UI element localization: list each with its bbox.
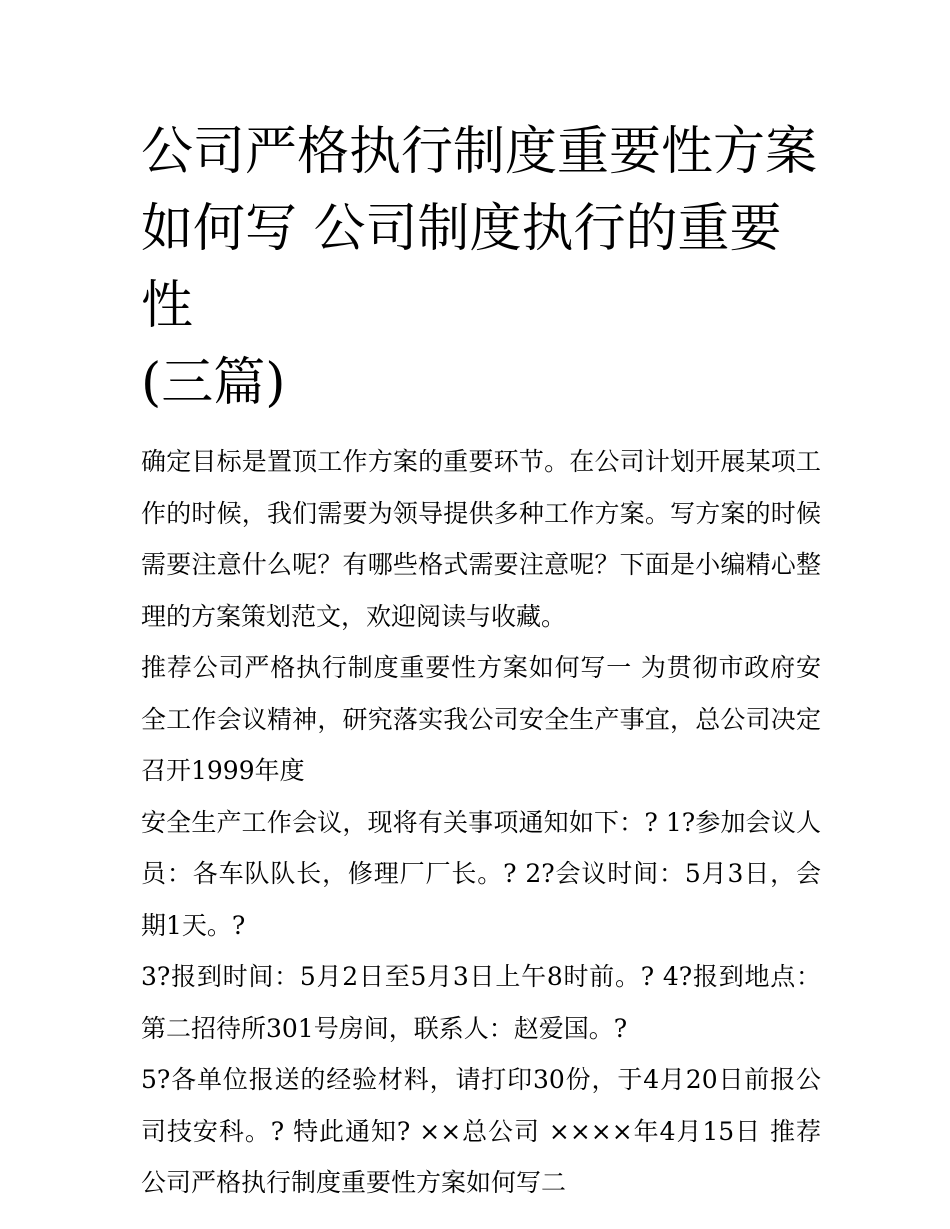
body-paragraph-2: 安全生产工作会议，现将有关事项通知如下：? 1?参加会议人员：各车队队长，修理厂厂长。? 2?会议时间：5月3日，会期1天。?	[141, 807, 821, 940]
body-paragraph-1: 推荐公司严格执行制度重要性方案如何写一 为贯彻市政府安全工作会议精神，研究落实我公司安全生产事宜，总公司决定召开1999年度	[141, 653, 821, 785]
body-paragraph-4: 5?各单位报送的经验材料，请打印30份，于4月20日前报公司技安科。? 特此通知? ××总公司 ××××年4月15日 推荐公司严格执行制度重要性方案如何写二	[141, 1065, 821, 1197]
title-line-3: (三篇)	[141, 353, 286, 413]
document-title	[141, 114, 821, 422]
intro-paragraph: 确定目标是置顶工作方案的重要环节。在公司计划开展某项工作的时候，我们需要为领导提供多种工作方案。写方案的时候需要注意什么呢？有哪些格式需要注意呢？下面是小编精心整理的方案策划范文，欢迎阅读与收藏。	[141, 447, 821, 631]
document-page	[141, 114, 821, 1209]
title-line-1: 公司严格执行制度重要性方案	[141, 122, 818, 182]
title-line-2: 如何写 公司制度执行的重要性	[141, 199, 782, 336]
body-paragraph-3: 3?报到时间：5月2日至5月3日上午8时前。? 4?报到地点：第二招待所301号房间，联系人：赵爱国。?	[141, 962, 821, 1043]
